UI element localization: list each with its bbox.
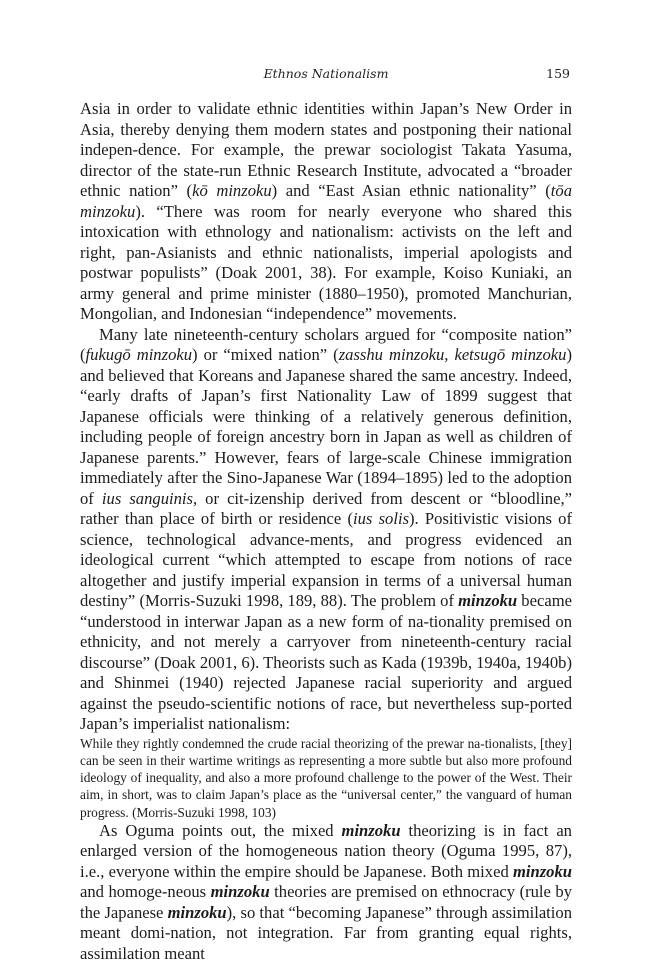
text-run: became “understood in interwar Japan as a new form of na-tionality premised on ethnicity, and not merely a carryover from nineteenth-century racial discourse” (Doak 2001, 6). Theorists such as Kada (1939b, 1940a, 1940b) and Shinmei (1940) rejected Japanese racial superiority and argued against the pseudo-scientific notions of race, but nevertheless sup-ported Japan’s imperialist nationalism: xyxy=(80,591,572,733)
running-title: Ethnos Nationalism xyxy=(263,66,389,81)
running-header xyxy=(82,66,570,84)
italic-term: minzoku xyxy=(458,591,518,610)
paragraph-2 xyxy=(80,325,572,735)
paragraph-1 xyxy=(80,99,572,325)
text-run: ). “There was room for nearly everyone who shared this intoxication with ethnology and nationalism: activists on the left and right, pan-Asianists and ethnic nationalists, imperial apologists and postwar populists” (Doak 2001, 38). For example, Koiso Kuniaki, an army general and prime minister (1880–1950), promoted Manchurian, Mongolian, and Indonesian “independence” movements. xyxy=(80,201,572,323)
text-run: ), so that “becoming Japanese” through assimilation meant domi-nation, not integration. Far from granting equal rights, assimilation meant xyxy=(80,902,572,963)
page-number: 159 xyxy=(546,66,570,81)
text-run: or cit-izenship derived from descent or “bloodline,” rather than place of birth or residence ( xyxy=(80,488,572,528)
text-run: ). Positivistic visions of science, technological advance-ments, and progress evidenced an ideological current “which attempted to escape from notions of race altogether and justify imperial expansion in terms of a universal human destiny” (Morris-Suzuki 1998, 189, 88). The problem of xyxy=(80,509,572,610)
body-text xyxy=(80,99,572,964)
italic-term: fukugō minzoku xyxy=(85,345,193,364)
italic-term: minzoku xyxy=(210,882,270,902)
italic-term: zasshu minzoku, ketsugō minzoku xyxy=(338,345,567,364)
block-quote: While they rightly condemned the crude racial theorizing of the prewar na-tionalists, [they] can be seen in their wartime writings as representing a more subtle but also more profound ideology of inequality, and also a more profound challenge to the power of the West. Their aim, in short, was to claim Japan’s place as the “universal center,” the vanguard of human progress. (Morris-Suzuki 1998, 103) xyxy=(80,735,572,820)
text-run: ) and believed that Koreans and Japanese shared the same ancestry. Indeed, “early drafts of Japan’s first Nationality Law of 1899 suggest that Japanese officials were thinking of a relatively generous definition, including people of foreign ancestry born in Japan as well as children of Japanese parents.” However, fears of large-scale Chinese immigration immediately after the Sino-Japanese War (1894–1895) led to the adoption of xyxy=(80,345,572,508)
text-run: As Oguma points out, the mixed xyxy=(99,820,342,840)
text-run: theories are premised on ethnocracy (rule by the Japanese xyxy=(80,882,572,922)
italic-term: minzoku xyxy=(167,902,227,922)
italic-term: minzoku xyxy=(341,820,401,840)
text-run: ) and “East Asian ethnic nationality” ( xyxy=(271,181,551,200)
text-run: and homoge-neous xyxy=(80,882,211,902)
italic-term: tōa minzoku xyxy=(80,181,573,221)
text-run: Asia in order to validate ethnic identities within Japan’s New Order in Asia, thereby denying them modern states and postponing their national indepen-dence. For example, the prewar sociologist Takata Yasuma, director of the state-run Ethnic Research Institute, advocated a “broader ethnic nation” ( xyxy=(80,99,572,200)
text-run: Many late nineteenth-century scholars argued for “composite nation” ( xyxy=(80,324,572,364)
italic-term: ius solis xyxy=(353,509,410,528)
paragraph-3 xyxy=(80,821,572,965)
text-run: theorizing is in fact an enlarged version of the homogeneous nation theory (Oguma 1995, 87), i.e., everyone within the empire should be Japanese. Both mixed xyxy=(80,820,572,881)
italic-term: ius sanguinis, xyxy=(101,488,198,508)
text-run: ) or “mixed nation” ( xyxy=(192,345,339,364)
italic-term: kō minzoku xyxy=(192,181,272,200)
italic-term: minzoku xyxy=(512,861,572,881)
